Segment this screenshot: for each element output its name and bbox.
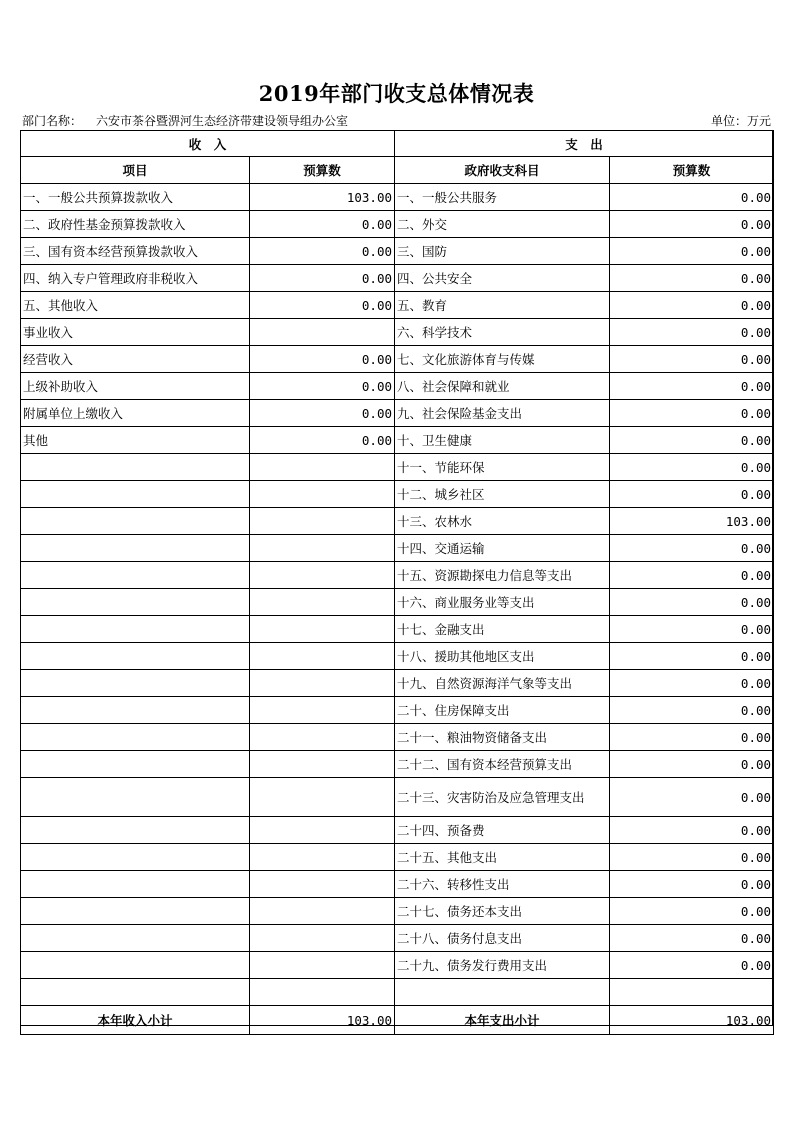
table-row [21,238,774,265]
table-row [21,616,774,643]
expense-item-cell: 五、教育 [395,292,610,319]
unit-label: 单位：万元 [710,114,771,128]
expense-amount-cell: 0.00 [610,211,774,238]
expense-amount-cell: 0.00 [610,454,774,481]
expense-item-cell: 十七、金融支出 [395,616,610,643]
department-name: 六安市茶谷暨淠河生态经济带建设领导组办公室 [96,114,349,128]
expense-item-cell: 四、公共安全 [395,265,610,292]
income-amount-cell: 0.00 [250,400,395,427]
expense-amount-cell: 0.00 [610,952,774,979]
expense-item-cell: 三、国防 [395,238,610,265]
expense-amount-cell: 0.00 [610,184,774,211]
col-header-item: 项目 [21,157,250,184]
expense-item-cell: 二十六、转移性支出 [395,871,610,898]
expense-amount-cell: 103.00 [610,508,774,535]
income-item-cell [21,871,250,898]
expense-amount-cell: 0.00 [610,427,774,454]
income-item-cell: 一、一般公共预算拨款收入 [21,184,250,211]
income-item-cell: 二、政府性基金预算拨款收入 [21,211,250,238]
table-row [21,562,774,589]
expense-item-cell: 十三、农林水 [395,508,610,535]
table-row [21,508,774,535]
income-amount-cell [250,319,395,346]
income-amount-cell [250,643,395,670]
table-row [21,292,774,319]
income-item-cell [21,844,250,871]
table-row [21,925,774,952]
income-amount-cell [250,751,395,778]
expense-amount-cell: 0.00 [610,925,774,952]
expense-item-cell: 二十五、其他支出 [395,844,610,871]
income-item-cell [21,481,250,508]
department-line [22,112,348,129]
expense-item-cell: 十五、资源勘探电力信息等支出 [395,562,610,589]
expense-item-cell: 二十九、债务发行费用支出 [395,952,610,979]
table-row [21,265,774,292]
table-row [21,184,774,211]
income-item-cell [21,562,250,589]
table-row [21,643,774,670]
expense-item-cell: 二十一、粮油物资储备支出 [395,724,610,751]
income-amount-cell [250,844,395,871]
page-title: 2019年部门收支总体情况表 [258,81,535,106]
expense-amount-cell: 0.00 [610,265,774,292]
expense-amount-cell: 0.00 [610,724,774,751]
table-row [21,535,774,562]
expense-item-cell: 十一、节能环保 [395,454,610,481]
table-row [21,844,774,871]
income-amount-cell: 0.00 [250,211,395,238]
expense-item-cell: 二十二、国有资本经营预算支出 [395,751,610,778]
table-row [21,454,774,481]
income-item-cell [21,898,250,925]
expense-item-cell: 十四、交通运输 [395,535,610,562]
income-amount-cell [250,697,395,724]
expense-amount-cell: 0.00 [610,898,774,925]
income-item-cell [21,724,250,751]
income-item-cell: 事业收入 [21,319,250,346]
expense-item-cell: 十、卫生健康 [395,427,610,454]
table-row [21,670,774,697]
income-amount-cell [250,952,395,979]
income-amount-cell [250,508,395,535]
expense-amount-cell: 0.00 [610,751,774,778]
income-item-cell [21,952,250,979]
expense-amount-cell: 0.00 [610,238,774,265]
income-item-cell [21,535,250,562]
expense-total-label: 本年支出小计 [395,1006,610,1035]
expense-amount-cell: 0.00 [610,400,774,427]
expense-amount-cell: 0.00 [610,292,774,319]
expense-item-cell: 二十、住房保障支出 [395,697,610,724]
income-section-title: 收 入 [21,131,395,157]
department-label: 部门名称： [22,114,83,128]
total-row [21,1006,774,1035]
income-item-cell: 三、国有资本经营预算拨款收入 [21,238,250,265]
table-row [21,697,774,724]
income-item-cell [21,778,250,817]
expense-amount-cell: 0.00 [610,589,774,616]
income-total-value: 103.00 [250,1006,395,1035]
expense-amount-cell: 0.00 [610,871,774,898]
income-amount-cell: 103.00 [250,184,395,211]
expense-amount-cell: 0.00 [610,319,774,346]
expense-amount-cell: 0.00 [610,844,774,871]
expense-amount-cell: 0.00 [610,697,774,724]
expense-item-cell: 十二、城乡社区 [395,481,610,508]
income-item-cell [21,616,250,643]
income-item-cell [21,751,250,778]
expense-item-cell: 九、社会保险基金支出 [395,400,610,427]
table-row [21,817,774,844]
income-item-cell: 上级补助收入 [21,373,250,400]
income-amount-cell [250,724,395,751]
income-item-cell [21,508,250,535]
income-amount-cell [250,979,395,1006]
expense-total-value: 103.00 [610,1006,774,1035]
expense-amount-cell: 0.00 [610,778,774,817]
table-row [21,400,774,427]
income-amount-cell [250,616,395,643]
income-amount-cell [250,670,395,697]
expense-amount-cell: 0.00 [610,616,774,643]
table-row [21,427,774,454]
income-amount-cell [250,454,395,481]
income-item-cell [21,925,250,952]
income-amount-cell [250,562,395,589]
col-header-gov-subject: 政府收支科目 [395,157,610,184]
expense-amount-cell: 0.00 [610,373,774,400]
expense-item-cell [395,979,610,1006]
expense-amount-cell: 0.00 [610,481,774,508]
income-amount-cell: 0.00 [250,292,395,319]
expense-item-cell: 十六、商业服务业等支出 [395,589,610,616]
income-amount-cell: 0.00 [250,373,395,400]
table-row [21,373,774,400]
expense-item-cell: 二十八、债务付息支出 [395,925,610,952]
income-item-cell: 四、纳入专户管理政府非税收入 [21,265,250,292]
income-amount-cell: 0.00 [250,427,395,454]
table-row [21,871,774,898]
expense-item-cell: 二十七、债务还本支出 [395,898,610,925]
expense-item-cell: 八、社会保障和就业 [395,373,610,400]
col-header-income-amount: 预算数 [250,157,395,184]
expense-item-cell: 二、外交 [395,211,610,238]
expense-item-cell: 六、科学技术 [395,319,610,346]
income-amount-cell [250,778,395,817]
table-row [21,751,774,778]
expense-amount-cell: 0.00 [610,562,774,589]
income-item-cell [21,817,250,844]
table-row [21,979,774,1006]
table-row [21,952,774,979]
income-item-cell: 其他 [21,427,250,454]
table-row [21,211,774,238]
table-row [21,589,774,616]
col-header-expense-amount: 预算数 [610,157,774,184]
income-item-cell: 附属单位上缴收入 [21,400,250,427]
expense-item-cell: 一、一般公共服务 [395,184,610,211]
income-total-label: 本年收入小计 [21,1006,250,1035]
budget-table [20,130,774,1035]
table-row [21,898,774,925]
expense-amount-cell: 0.00 [610,346,774,373]
income-amount-cell [250,535,395,562]
income-amount-cell [250,817,395,844]
expense-amount-cell: 0.00 [610,535,774,562]
expense-item-cell: 十八、援助其他地区支出 [395,643,610,670]
table-row [21,778,774,817]
income-item-cell [21,589,250,616]
income-item-cell [21,454,250,481]
income-amount-cell: 0.00 [250,346,395,373]
table-row [21,724,774,751]
table-row [21,481,774,508]
income-amount-cell [250,481,395,508]
income-item-cell [21,979,250,1006]
income-item-cell: 经营收入 [21,346,250,373]
expense-item-cell: 二十三、灾害防治及应急管理支出 [395,778,610,817]
table-row [21,346,774,373]
income-item-cell [21,670,250,697]
income-amount-cell [250,898,395,925]
expense-amount-cell: 0.00 [610,670,774,697]
expense-amount-cell [610,979,774,1006]
expense-section-title: 支 出 [395,131,774,157]
column-header-row [21,157,774,184]
expense-item-cell: 二十四、预备费 [395,817,610,844]
income-amount-cell [250,871,395,898]
section-header-row [21,131,774,157]
income-item-cell [21,643,250,670]
income-amount-cell [250,925,395,952]
income-item-cell [21,697,250,724]
expense-item-cell: 七、文化旅游体育与传媒 [395,346,610,373]
income-amount-cell [250,589,395,616]
expense-amount-cell: 0.00 [610,643,774,670]
income-item-cell: 五、其他收入 [21,292,250,319]
income-amount-cell: 0.00 [250,238,395,265]
income-amount-cell: 0.00 [250,265,395,292]
table-row [21,319,774,346]
expense-amount-cell: 0.00 [610,817,774,844]
expense-item-cell: 十九、自然资源海洋气象等支出 [395,670,610,697]
